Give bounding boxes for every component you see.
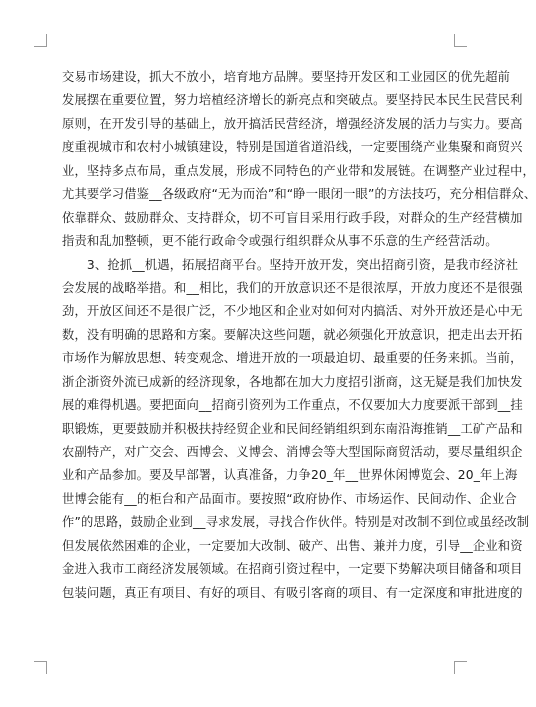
text-line: 展的难得机遇。要把面向__招商引资列为工作重点，不仅要加大力度要派干部到__挂 [62, 398, 523, 413]
crop-mark-bottom-right [454, 661, 467, 674]
text-line: 职锻炼，更要鼓励并积极扶持经贸企业和民间经销组织到东南沿海推销__工矿产品和 [62, 421, 523, 436]
text-line: 但发展依然困难的企业，一定要加大改制、破产、出售、兼并力度，引导__企业和资 [62, 538, 523, 553]
text-line: 依靠群众、鼓励群众、支持群众，切不可盲目采用行政手段，对群众的生产经营横加 [62, 210, 523, 225]
text-line: 世博会能有__的柜台和产品面市。要按照“政府协作、市场运作、民间动作、企业合 [62, 491, 517, 506]
text-line: 数，没有明确的思路和方案。要解决这些问题，就必须强化开放意识，把走出去开拓 [62, 327, 523, 342]
text-line: 市场作为解放思想、转变观念、增进开放的一项最迫切、最重要的任务来抓。当前， [62, 351, 523, 366]
text-line: 会发展的战略举措。和__相比，我们的开放意识还不是很浓厚，开放力度还不是很强 [62, 280, 523, 295]
text-line: 业，坚持多点布局，重点发展，形成不同特色的产业带和发展链。在调整产业过程中， [62, 163, 535, 178]
text-line: 发展摆在重要位置，努力培植经济增长的新亮点和突破点。要坚持民本民生民营民利 [62, 93, 523, 108]
text-line: 业和产品参加。要及早部署，认真准备，力争20_年__世界休闲博览会、20_年上海 [62, 468, 518, 483]
text-line: 原则，在开发引导的基础上，放开搞活民营经济，增强经济发展的活力与实力。要高 [62, 116, 523, 131]
text-line: 金进入我市工商经济发展领域。在招商引资过程中，一定要下势解决项目储备和项目 [62, 562, 523, 577]
text-line: 交易市场建设，抓大不放小，培育地方品牌。要坚持开发区和工业园区的优先超前 [62, 70, 511, 84]
document-body [62, 66, 536, 605]
paragraph-start-line: 3、抢抓__机遇，拓展招商平台。坚持开放开发，突出招商引资，是我市经济社 [62, 257, 519, 272]
text-line: 尤其要学习借鉴__各级政府“无为而治”和“睁一眼闭一眼”的方法技巧，充分相信群众、 [62, 187, 536, 202]
text-line: 浙企浙资外流已成新的经济现象，各地都在加大力度招引浙商，这无疑是我们加快发 [62, 374, 523, 389]
crop-mark-top-left [34, 34, 47, 47]
text-line: 指责和乱加整顿，更不能行政命令或强行组织群众从事不乐意的生产经营活动。 [62, 234, 498, 249]
text-line: 劲，开放区间还不是很广泛，不少地区和企业对如何对内搞活、对外开放还是心中无 [62, 304, 523, 319]
crop-mark-bottom-left [34, 661, 47, 674]
text-line: 作”的思路，鼓励企业到__寻求发展，寻找合作伙伴。特别是对改制不到位或虽经改制 [62, 515, 530, 530]
text-line: 度重视城市和农村小城镇建设，特别是国道省道沿线，一定要围绕产业集聚和商贸兴 [62, 140, 523, 155]
text-line: 包装问题，真正有项目、有好的项目、有吸引客商的项目、有一定深度和审批进度的 [62, 585, 523, 600]
crop-mark-top-right [454, 34, 467, 47]
text-line: 农副特产，对广交会、西博会、义博会、消博会等大型国际商贸活动，要尽量组织企 [62, 445, 523, 459]
